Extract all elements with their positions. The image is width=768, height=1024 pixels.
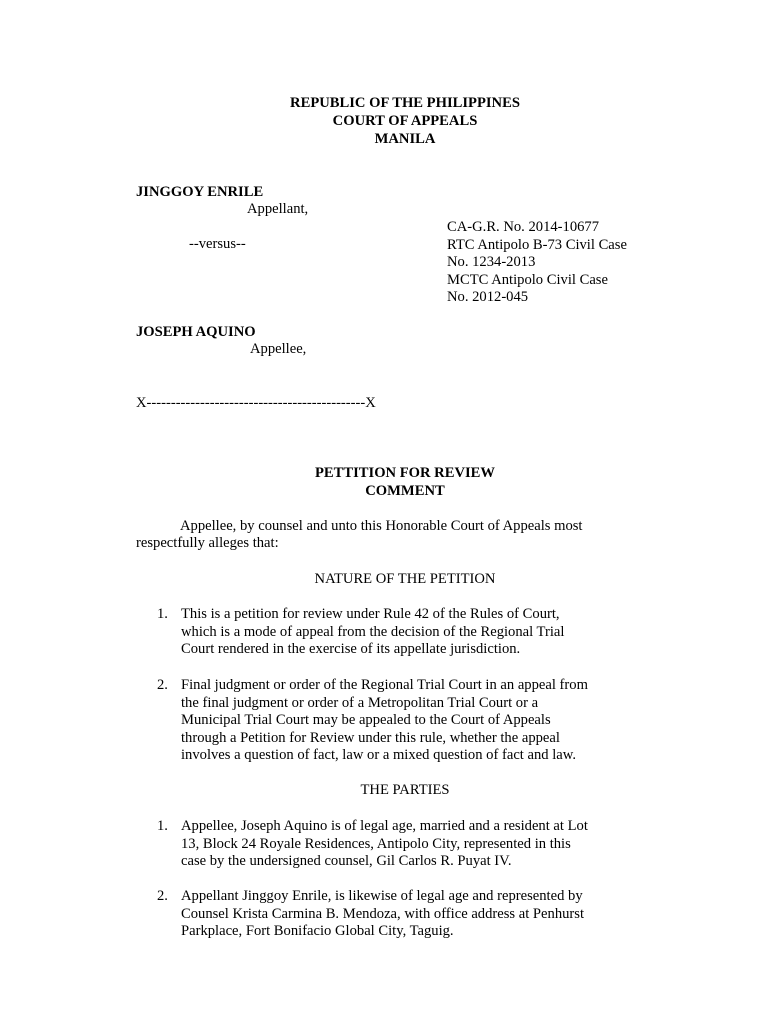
list-item-line: Counsel Krista Carmina B. Mendoza, with office address at Penhurst — [181, 905, 585, 922]
list-number: 1. — [157, 818, 168, 834]
list-item — [181, 677, 588, 765]
list-item-line: involves a question of fact, law or a mixed question of fact and law. — [181, 747, 576, 763]
appellant-name: JINGGOY ENRILE — [136, 184, 264, 200]
case-number-line: MCTC Antipolo Civil Case — [447, 271, 608, 288]
header-republic: REPUBLIC OF THE PHILIPPINES — [290, 95, 520, 111]
list-number: 1. — [157, 606, 168, 622]
list-item-line: Parkplace, Fort Bonifacio Global City, Taguig. — [181, 923, 454, 939]
appellee-role: Appellee, — [250, 341, 307, 357]
list-item-line: 13, Block 24 Royale Residences, Antipolo City, represented in this — [181, 835, 571, 852]
case-number-line: No. 1234-2013 — [447, 254, 536, 270]
list-item-line: This is a petition for review under Rule 42 of the Rules of Court, — [181, 606, 560, 622]
list-item — [181, 606, 564, 659]
list-item-line: which is a mode of appeal from the decision of the Regional Trial — [181, 623, 565, 640]
list-item-line: Appellant Jinggoy Enrile, is likewise of legal age and represented by — [181, 888, 583, 904]
list-item-line: Appellee, Joseph Aquino is of legal age, married and a resident at Lot — [181, 818, 588, 834]
document-subtitle: COMMENT — [365, 483, 445, 499]
versus-label: --versus-- — [189, 236, 246, 252]
list-number: 2. — [157, 888, 168, 904]
list-number: 2. — [157, 677, 168, 693]
section-heading-nature: NATURE OF THE PETITION — [314, 571, 496, 587]
header-city: MANILA — [374, 131, 436, 147]
caption-separator: X---------------------------------------------X — [136, 395, 376, 411]
list-item-line: Municipal Trial Court may be appealed to the Court of Appeals — [181, 712, 551, 728]
list-item-line: Court rendered in the exercise of its appellate jurisdiction. — [181, 641, 521, 657]
list-item-line: Final judgment or order of the Regional Trial Court in an appeal from — [181, 677, 588, 693]
document-title: PETTITION FOR REVIEW — [314, 465, 496, 481]
list-item — [181, 818, 588, 871]
case-number-line: CA-G.R. No. 2014-10677 — [447, 219, 600, 235]
list-item-line: the final judgment or order of a Metropolitan Trial Court or a — [181, 694, 539, 711]
intro-line: Appellee, by counsel and unto this Honorable Court of Appeals most — [180, 518, 583, 534]
case-number-line: RTC Antipolo B-73 Civil Case — [447, 236, 627, 253]
header-court: COURT OF APPEALS — [332, 113, 478, 129]
list-item — [181, 888, 584, 941]
intro-line: respectfully alleges that: — [136, 535, 279, 551]
case-number-block — [447, 219, 627, 307]
section-heading-parties: THE PARTIES — [360, 782, 450, 798]
appellee-name: JOSEPH AQUINO — [136, 324, 256, 340]
list-item-line: through a Petition for Review under this rule, whether the appeal — [181, 729, 560, 746]
list-item-line: case by the undersigned counsel, Gil Carlos R. Puyat IV. — [181, 853, 512, 869]
appellant-role: Appellant, — [247, 201, 309, 217]
case-number-line: No. 2012-045 — [447, 289, 529, 305]
